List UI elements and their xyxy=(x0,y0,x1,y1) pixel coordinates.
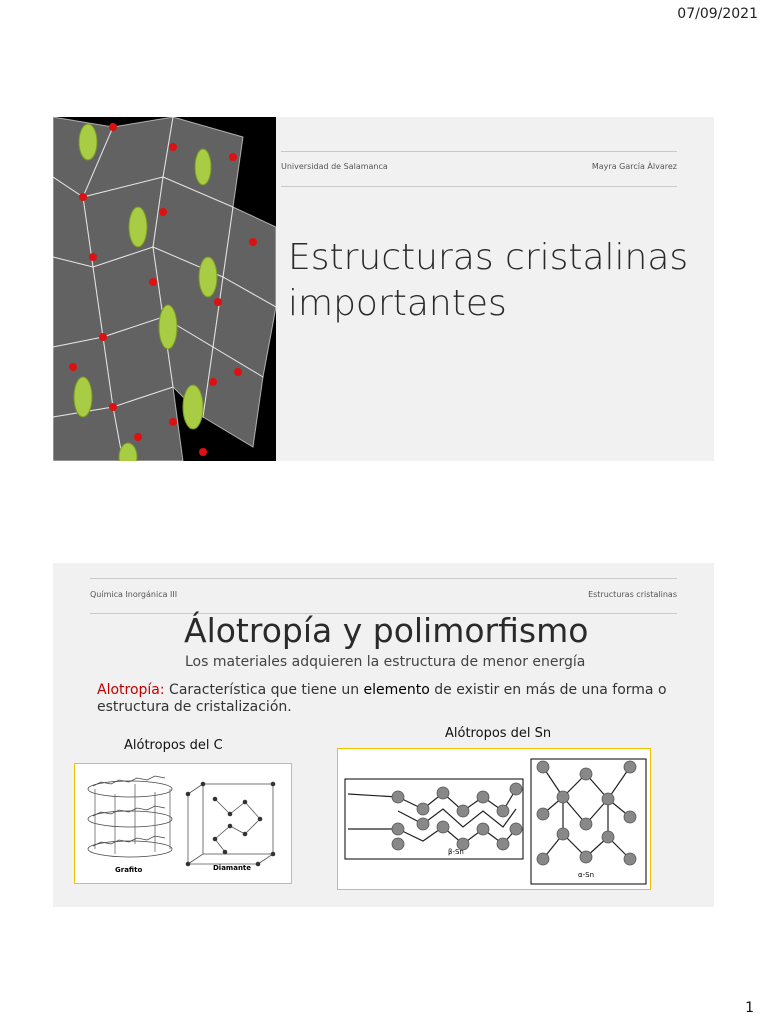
slide-title-line1: Estructuras cristalinas xyxy=(288,237,689,278)
topic-name: Estructuras cristalinas xyxy=(588,590,677,599)
definition-part2: de existir en más de una forma o estructura de cristalización. xyxy=(97,682,667,715)
graphite-label: Grafito xyxy=(115,866,143,874)
definition-part1: Característica que tiene un xyxy=(164,682,364,698)
slide-header xyxy=(281,151,677,187)
slide-header xyxy=(90,578,677,614)
definition-term: Alotropía: xyxy=(97,682,165,698)
tin-allotropes-caption: Alótropos del Sn xyxy=(445,726,552,741)
slide-title-line2: importantes xyxy=(288,283,507,324)
course-name: Química Inorgánica III xyxy=(90,590,178,599)
slide-title xyxy=(288,235,708,327)
page-number: 1 xyxy=(745,1000,754,1016)
title-slide xyxy=(53,117,714,461)
carbon-allotropes-figure xyxy=(74,763,292,884)
university-name: Universidad de Salamanca xyxy=(281,162,388,171)
carbon-allotropes-caption: Alótropos del C xyxy=(124,738,223,753)
definition-text xyxy=(97,682,697,716)
author-name: Mayra García Àlvarez xyxy=(591,162,677,171)
tin-structures-diagram xyxy=(338,749,650,889)
alpha-tin-label: α-Sn xyxy=(578,871,595,879)
graphite-diamond-diagram xyxy=(75,764,291,883)
diamond-label: Diamante xyxy=(213,864,252,872)
slide-title: Álotropía y polimorfismo xyxy=(184,611,589,650)
definition-highlight: elemento xyxy=(363,682,430,698)
tin-allotropes-figure xyxy=(337,748,651,890)
crystal-structure-image xyxy=(53,117,276,461)
slide-subtitle: Los materiales adquieren la estructura de menor energía xyxy=(185,654,586,670)
allotropy-slide xyxy=(53,563,714,907)
document-date: 07/09/2021 xyxy=(677,6,758,22)
beta-tin-label: β-Sn xyxy=(448,848,464,856)
